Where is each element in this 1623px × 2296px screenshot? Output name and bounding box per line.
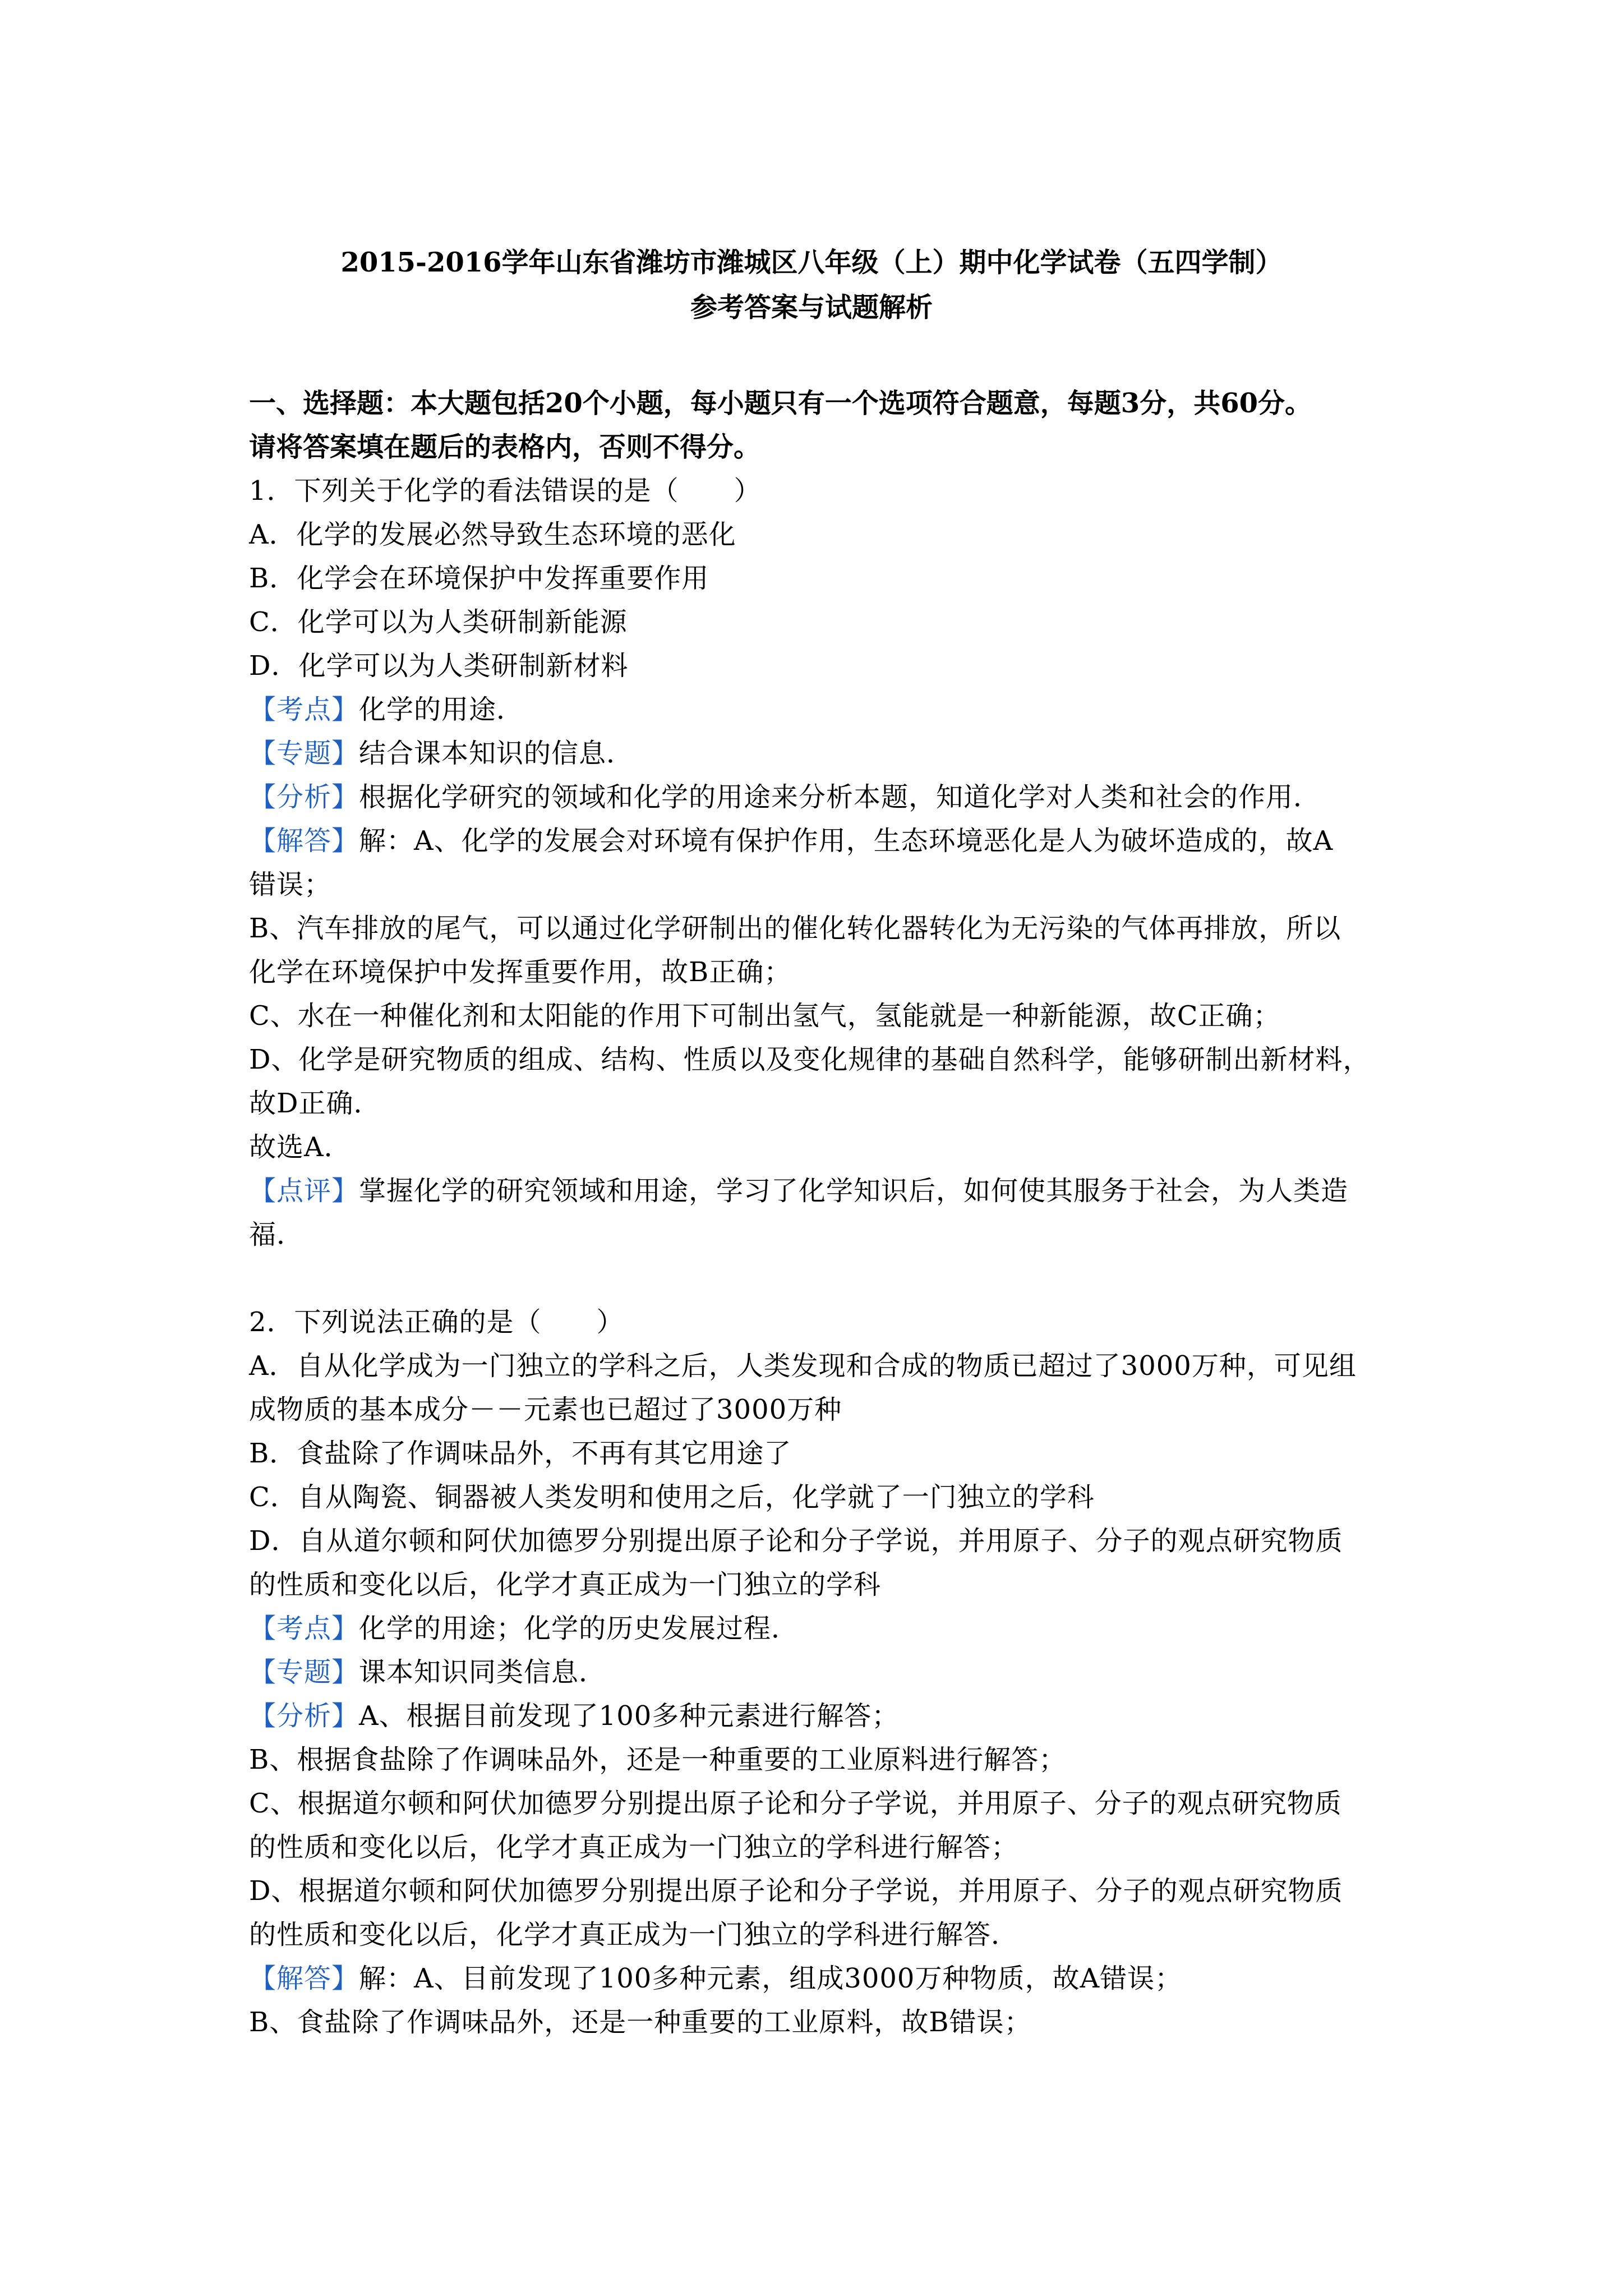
- fenxi-line: 的性质和变化以后，化学才真正成为一门独立的学科进行解答．: [249, 1919, 1019, 1950]
- question-spacer: [249, 1257, 1382, 1300]
- section-heading: 一、选择题：本大题包括20个小题，每小题只有一个选项符合题意，每题3分，共60分。: [249, 388, 1312, 419]
- jieda-text: 解：A、目前发现了100多种元素，组成3000万种物质，故A错误；: [359, 1963, 1183, 1994]
- fenxi-tag: 【分析】: [249, 781, 359, 813]
- jieda-tag: 【解答】: [249, 1963, 359, 1994]
- jieda-line: 错误；: [249, 869, 332, 900]
- kaodian-text: 化学的用途；化学的历史发展过程．: [359, 1613, 799, 1644]
- section-heading-continued: 请将答案填在题后的表格内，否则不得分。: [249, 431, 761, 463]
- dianping-row: [249, 1169, 1382, 1213]
- option-b: B．食盐除了作调味品外，不再有其它用途了: [249, 1438, 792, 1469]
- dianping-line: 福．: [249, 1219, 305, 1250]
- kaodian-tag: 【考点】: [249, 694, 359, 725]
- jieda-line: B、食盐除了作调味品外，还是一种重要的工业原料，故B错误；: [249, 2007, 1032, 2038]
- jieda-line: 化学在环境保护中发挥重要作用，故B正确；: [249, 956, 792, 988]
- option-a: A．自从化学成为一门独立的学科之后，人类发现和合成的物质已超过了3000万种，可见组: [249, 1350, 1357, 1382]
- question-1: [249, 469, 1382, 1257]
- fenxi-tag: 【分析】: [249, 1700, 359, 1732]
- zhuanti-text: 课本知识同类信息．: [359, 1657, 607, 1688]
- fenxi-line: C、根据道尔顿和阿伏加德罗分别提出原子论和分子学说，并用原子、分子的观点研究物质: [249, 1788, 1342, 1819]
- fenxi-line: D、根据道尔顿和阿伏加德罗分别提出原子论和分子学说，并用原子、分子的观点研究物质: [249, 1875, 1343, 1907]
- question-stem: 2．下列说法正确的是（ ）: [249, 1306, 624, 1338]
- kaodian-tag: 【考点】: [249, 1613, 359, 1644]
- jieda-line: C、水在一种催化剂和太阳能的作用下可制出氢气，氢能就是一种新能源，故C正确；: [249, 1000, 1281, 1032]
- jieda-text: 解：A、化学的发展会对环境有保护作用，生态环境恶化是人为破坏造成的，故A: [359, 825, 1334, 857]
- dianping-text: 掌握化学的研究领域和用途，学习了化学知识后，如何使其服务于社会，为人类造: [359, 1175, 1349, 1207]
- fenxi-row: [249, 775, 1382, 819]
- document-body: [249, 381, 1382, 2044]
- jieda-line: B、汽车排放的尾气，可以通过化学研制出的催化转化器转化为无污染的气体再排放，所以: [249, 913, 1341, 944]
- zhuanti-text: 结合课本知识的信息．: [359, 738, 634, 769]
- document-subtitle: 参考答案与试题解析: [690, 292, 933, 323]
- jieda-row: [249, 1957, 1382, 2000]
- option-a-continued: 成物质的基本成分－－元素也已超过了3000万种: [249, 1394, 842, 1425]
- option-c: C．化学可以为人类研制新能源: [249, 606, 628, 638]
- zhuanti-tag: 【专题】: [249, 1657, 359, 1688]
- fenxi-line: B、根据食盐除了作调味品外，还是一种重要的工业原料进行解答；: [249, 1744, 1067, 1775]
- fenxi-text: 根据化学研究的领域和化学的用途来分析本题，知道化学对人类和社会的作用．: [359, 781, 1321, 813]
- zhuanti-row: [249, 731, 1382, 775]
- fenxi-text: A、根据目前发现了100多种元素进行解答；: [359, 1700, 900, 1732]
- zhuanti-tag: 【专题】: [249, 738, 359, 769]
- dianping-tag: 【点评】: [249, 1175, 359, 1207]
- kaodian-row: [249, 1607, 1382, 1650]
- kaodian-text: 化学的用途．: [359, 694, 524, 725]
- jieda-line: D、化学是研究物质的组成、结构、性质以及变化规律的基础自然科学，能够研制出新材料，: [249, 1044, 1371, 1075]
- option-d: D．自从道尔顿和阿伏加德罗分别提出原子论和分子学说，并用原子、分子的观点研究物质: [249, 1525, 1343, 1557]
- fenxi-line: 的性质和变化以后，化学才真正成为一门独立的学科进行解答；: [249, 1832, 1019, 1863]
- option-d: D．化学可以为人类研制新材料: [249, 650, 629, 682]
- fenxi-row: [249, 1694, 1382, 1738]
- jieda-row: [249, 819, 1382, 863]
- jieda-line: 故选A．: [249, 1131, 352, 1163]
- zhuanti-row: [249, 1650, 1382, 1694]
- option-a: A．化学的发展必然导致生态环境的恶化: [249, 519, 736, 550]
- option-b: B．化学会在环境保护中发挥重要作用: [249, 563, 709, 594]
- option-c: C．自从陶瓷、铜器被人类发明和使用之后，化学就了一门独立的学科: [249, 1481, 1095, 1513]
- kaodian-row: [249, 688, 1382, 731]
- jieda-line: 故D正确．: [249, 1088, 381, 1119]
- document-title: 2015-2016学年山东省潍坊市潍城区八年级（上）期中化学试卷（五四学制）: [340, 247, 1283, 278]
- question-2: [249, 1300, 1382, 2044]
- option-d-continued: 的性质和变化以后，化学才真正成为一门独立的学科: [249, 1569, 882, 1600]
- jieda-tag: 【解答】: [249, 825, 359, 857]
- question-stem: 1．下列关于化学的看法错误的是（ ）: [249, 475, 762, 507]
